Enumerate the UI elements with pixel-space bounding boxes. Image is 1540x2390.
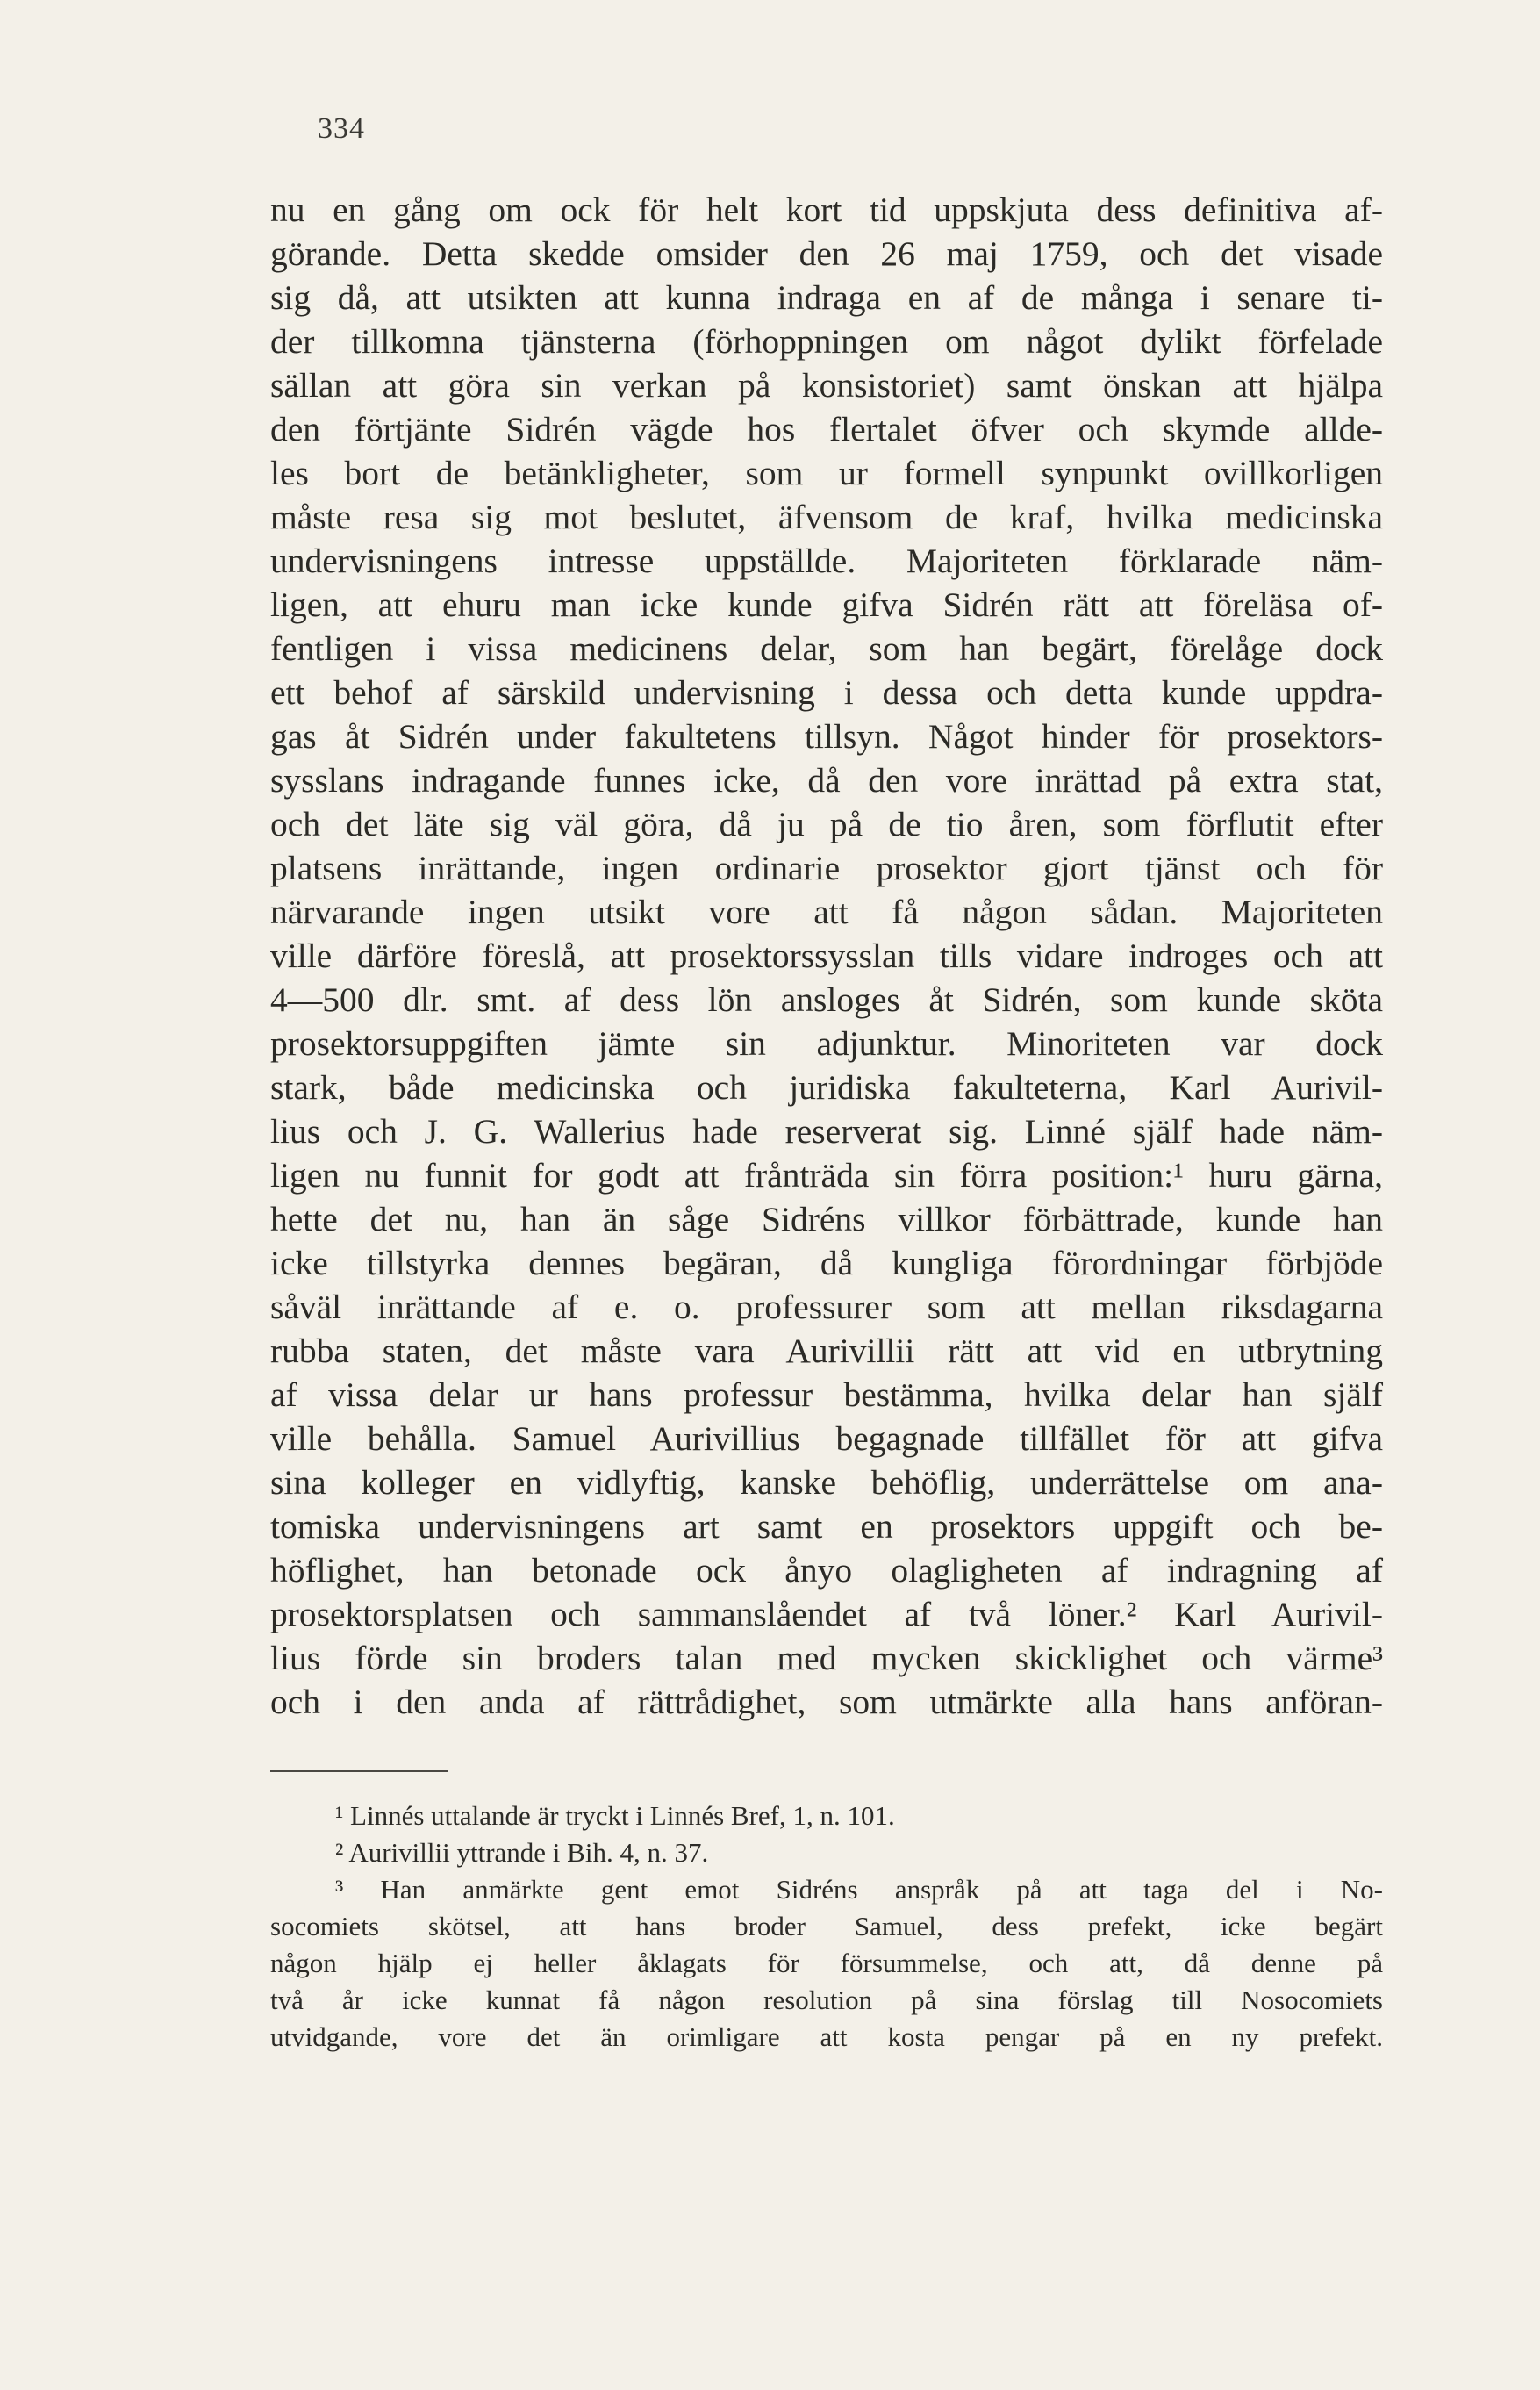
text-line: les bort de betänkligheter, som ur formell synpunkt ovillkorligen	[270, 454, 1383, 492]
text-line: ett behof af särskild undervisning i dessa och detta kunde uppdra-	[270, 673, 1383, 712]
footnote-3-line: utvidgande, vore det än orimligare att kosta pengar på en ny prefekt.	[270, 2021, 1383, 2052]
text-line: stark, både medicinska och juridiska fakulteterna, Karl Aurivil-	[270, 1068, 1383, 1107]
footnote-3-line: socomiets skötsel, att hans broder Samuel, dess prefekt, icke begärt	[270, 1911, 1383, 1941]
text-line: och i den anda af rättrådighet, som utmärkte alla hans anföran-	[270, 1683, 1383, 1721]
text-line: närvarande ingen utsikt vore att få någon sådan. Majoriteten	[270, 893, 1383, 931]
footnote-1: ¹ Linnés uttalande är tryckt i Linnés Bref, 1, n. 101.	[335, 1800, 895, 1831]
text-line: platsens inrättande, ingen ordinarie prosektor gjort tjänst och för	[270, 849, 1383, 887]
text-line: och det läte sig väl göra, då ju på de tio åren, som förflutit efter	[270, 805, 1383, 843]
text-line: såväl inrättande af e. o. professurer som att mellan riksdagarna	[270, 1288, 1383, 1326]
text-line: nu en gång om ock för helt kort tid uppskjuta dess definitiva af-	[270, 190, 1383, 229]
footnotes	[270, 1798, 1383, 2056]
footnote-3-line: två år icke kunnat få någon resolution på sina förslag till Nosocomiets	[270, 1984, 1383, 2015]
text-line: rubba staten, det måste vara Aurivillii rätt att vid en utbrytning	[270, 1331, 1383, 1370]
text-line: prosektorsuppgiften jämte sin adjunktur. Minoriteten var dock	[270, 1024, 1383, 1063]
text-line: sina kolleger en vidlyftig, kanske behöflig, underrättelse om ana-	[270, 1463, 1383, 1502]
text-line: undervisningens intresse uppställde. Majoriteten förklarade näm-	[270, 542, 1383, 580]
text-line: prosektorsplatsen och sammanslåendet af två löner.² Karl Aurivil-	[270, 1595, 1383, 1633]
text-line: der tillkomna tjänsterna (förhoppningen om något dylikt förfelade	[270, 322, 1383, 361]
page-number: 334	[318, 112, 365, 145]
text-line: ligen, att ehuru man icke kunde gifva Sidrén rätt att föreläsa of-	[270, 585, 1383, 624]
text-line: ville därföre föreslå, att prosektorssysslan tills vidare indroges och att	[270, 937, 1383, 975]
text-line: 4—500 dlr. smt. af dess lön ansloges åt Sidrén, som kunde sköta	[270, 980, 1383, 1019]
text-line: af vissa delar ur hans professur bestämma, hvilka delar han själf	[270, 1375, 1383, 1414]
text-line: ligen nu funnit for godt att frånträda sin förra position:¹ huru gärna,	[270, 1156, 1383, 1195]
text-line: höflighet, han betonade ock ånyo olagligheten af indragning af	[270, 1551, 1383, 1590]
text-line: den förtjänte Sidrén vägde hos flertalet öfver och skymde allde-	[270, 410, 1383, 449]
text-line: fentligen i vissa medicinens delar, som han begärt, förelåge dock	[270, 629, 1383, 668]
text-line: icke tillstyrka dennes begäran, då kungliga förordningar förbjöde	[270, 1244, 1383, 1282]
text-line: sysslans indragande funnes icke, då den vore inrättad på extra stat,	[270, 761, 1383, 800]
text-line: görande. Detta skedde omsider den 26 maj 1759, och det visade	[270, 234, 1383, 273]
text-line: lius och J. G. Wallerius hade reserverat sig. Linné själf hade näm-	[270, 1112, 1383, 1151]
footnote-3-line: ³ Han anmärkte gent emot Sidréns anspråk på att taga del i No-	[335, 1874, 1383, 1905]
text-line: sällan att göra sin verkan på konsistoriet) samt önskan att hjälpa	[270, 366, 1383, 405]
text-line: måste resa sig mot beslutet, äfvensom de kraf, hvilka medicinska	[270, 498, 1383, 536]
footnote-2: ² Aurivillii yttrande i Bih. 4, n. 37.	[335, 1837, 709, 1868]
text-line: lius förde sin broders talan med mycken skicklighet och värme³	[270, 1639, 1383, 1677]
text-line: ville behålla. Samuel Aurivillius begagnade tillfället för att gifva	[270, 1419, 1383, 1458]
text-line: sig då, att utsikten att kunna indraga en af de många i senare ti-	[270, 278, 1383, 317]
footnote-divider	[270, 1770, 448, 1772]
text-line: gas åt Sidrén under fakultetens tillsyn. Något hinder för prosektors-	[270, 717, 1383, 756]
body-text	[270, 188, 1383, 1724]
footnote-3-line: någon hjälp ej heller åklagats för försummelse, och att, då denne på	[270, 1948, 1383, 1978]
text-line: hette det nu, han än såge Sidréns villkor förbättrade, kunde han	[270, 1200, 1383, 1238]
text-line: tomiska undervisningens art samt en prosektors uppgift och be-	[270, 1507, 1383, 1546]
